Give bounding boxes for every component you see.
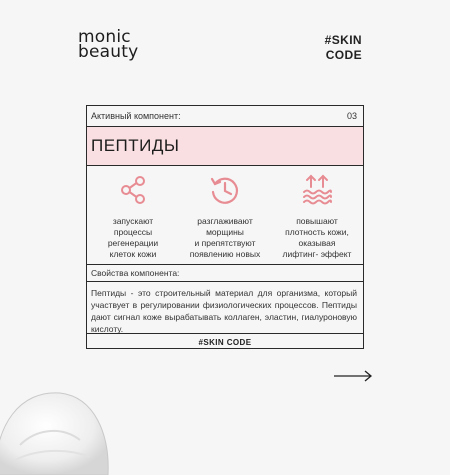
brand-logo: [78, 27, 139, 62]
properties-label: Свойства компонента:: [87, 265, 363, 282]
feature-lifting: [271, 166, 363, 264]
features-row: [87, 166, 363, 265]
brand-line-2: beauty: [78, 42, 139, 62]
arrow-right-icon[interactable]: [333, 369, 373, 383]
ingredient-title: ПЕПТИДЫ: [87, 127, 363, 166]
skin-code-tag: [325, 33, 362, 63]
clock-rewind-icon: [207, 172, 243, 208]
card-number: 03: [346, 111, 357, 121]
lifting-arrows-icon: [299, 172, 335, 208]
feature-wrinkles: [179, 166, 271, 264]
tag-line-1: #SKIN: [324, 33, 362, 47]
card-header: [87, 106, 363, 127]
feature-text: разглаживают морщины и препятствуют появлению новых: [189, 216, 261, 259]
ingredient-description: Пептиды - это строительный материал для организма, который участвует в регулировании физиологических процессов. Пептиды дают сигнал коже вырабатывать коллаген, эластин, гиалуроновую кислоту.: [87, 282, 363, 334]
molecule-icon: [115, 172, 151, 208]
brand-line-1: monic: [78, 27, 131, 47]
header-label: Активный компонент:: [91, 111, 181, 121]
cream-texture-image: [0, 385, 110, 475]
feature-text: запускают процессы регенерации клеток кожи: [107, 216, 159, 259]
ingredient-card: [86, 105, 364, 349]
feature-text: повышают плотность кожи, оказывая лифтинг- эффект: [282, 216, 352, 259]
feature-regeneration: [87, 166, 179, 264]
tag-line-2: CODE: [325, 48, 362, 62]
card-footer-tag: #SKIN CODE: [198, 337, 252, 347]
